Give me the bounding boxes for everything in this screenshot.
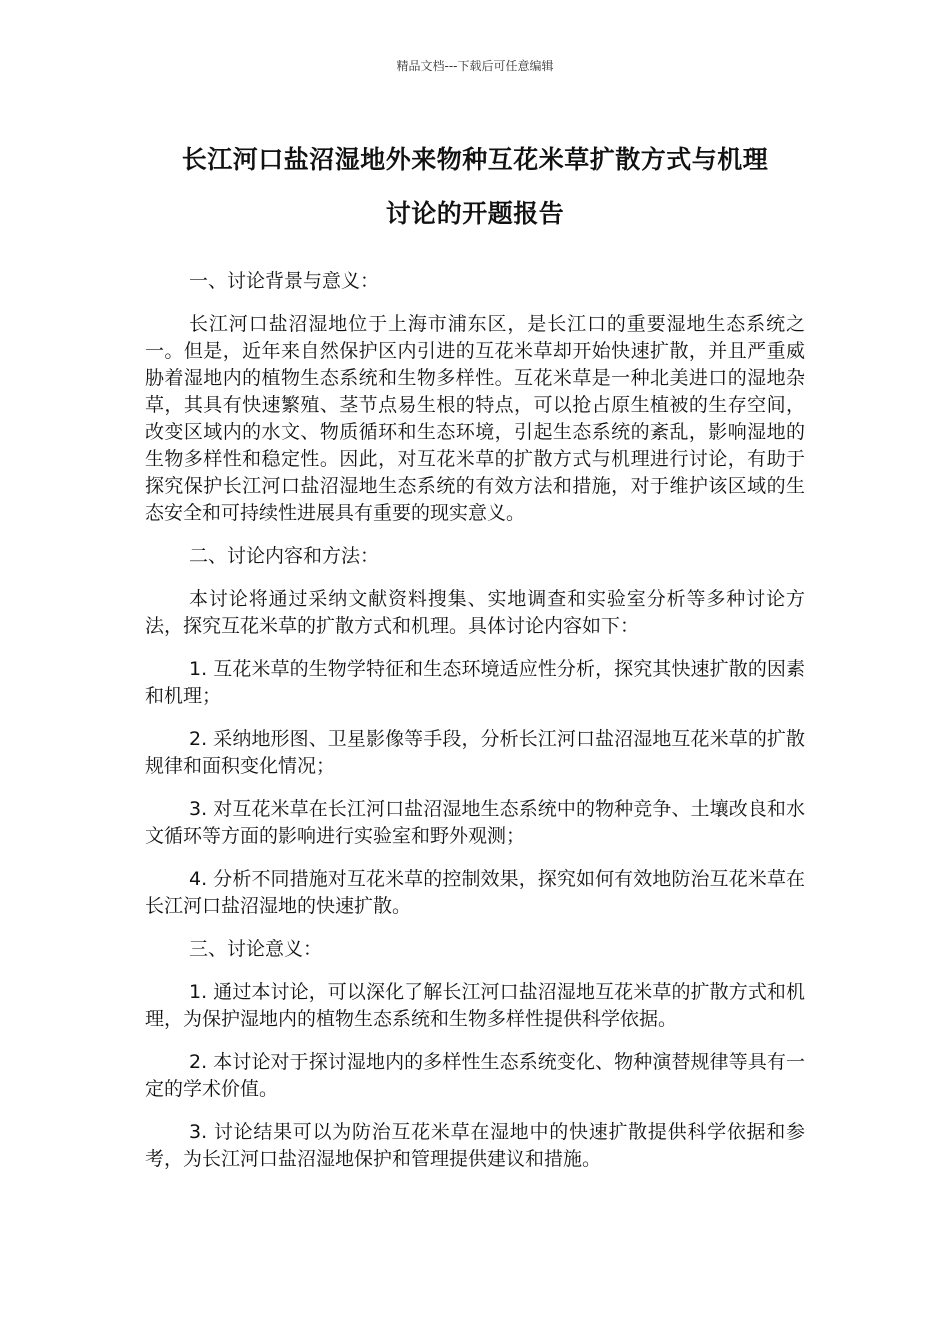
section-3-heading: 三、讨论意义：	[189, 938, 323, 960]
section-1-paragraph: 长江河口盐沼湿地位于上海市浦东区，是长江口的重要湿地生态系统之一。但是，近年来自然保护区内引进的互花米草却开始快速扩散，并且严重威胁着湿地内的植物生态系统和生物多样性。互花米草是一种北美进口的湿地杂草，其具有快速繁殖、茎节点易生根的特点，可以抢占原生植被的生存空间，改变区域内的水文、物质循环和生态环境，引起生态系统的紊乱，影响湿地的生物多样性和稳定性。因此，对互花米草的扩散方式与机理进行讨论，有助于探究保护长江河口盐沼湿地生态系统的有效方法和措施，对于维护该区域的生态安全和可持续性进展具有重要的现实意义。	[145, 313, 805, 524]
section-2-item: 4. 分析不同措施对互花米草的控制效果，探究如何有效地防治互花米草在长江河口盐沼湿地的快速扩散。	[145, 868, 805, 917]
document-body	[145, 268, 805, 1189]
document-title-line-2: 讨论的开题报告	[385, 199, 565, 228]
section-2-paragraph: 本讨论将通过采纳文献资料搜集、实地调查和实验室分析等多种讨论方法，探究互花米草的扩散方式和机理。具体讨论内容如下：	[145, 588, 805, 637]
section-3-item: 1. 通过本讨论，可以深化了解长江河口盐沼湿地互花米草的扩散方式和机理，为保护湿地内的植物生态系统和生物多样性提供科学依据。	[145, 981, 805, 1030]
header-note: 精品文档---下载后可任意编辑	[396, 59, 554, 73]
section-2-item: 3. 对互花米草在长江河口盐沼湿地生态系统中的物种竞争、土壤改良和水文循环等方面的影响进行实验室和野外观测；	[145, 798, 805, 847]
section-2-item: 1. 互花米草的生物学特征和生态环境适应性分析，探究其快速扩散的因素和机理；	[145, 658, 805, 707]
section-3-item: 2. 本讨论对于探讨湿地内的多样性生态系统变化、物种演替规律等具有一定的学术价值。	[145, 1051, 805, 1100]
section-2-heading: 二、讨论内容和方法：	[189, 545, 380, 567]
section-3-item: 3. 讨论结果可以为防治互花米草在湿地中的快速扩散提供科学依据和参考，为长江河口盐沼湿地保护和管理提供建议和措施。	[145, 1121, 805, 1170]
section-1-heading: 一、讨论背景与意义：	[189, 270, 380, 292]
document-title-line-1: 长江河口盐沼湿地外来物种互花米草扩散方式与机理	[181, 145, 769, 174]
section-2-item: 2. 采纳地形图、卫星影像等手段，分析长江河口盐沼湿地互花米草的扩散规律和面积变化情况；	[145, 728, 805, 777]
